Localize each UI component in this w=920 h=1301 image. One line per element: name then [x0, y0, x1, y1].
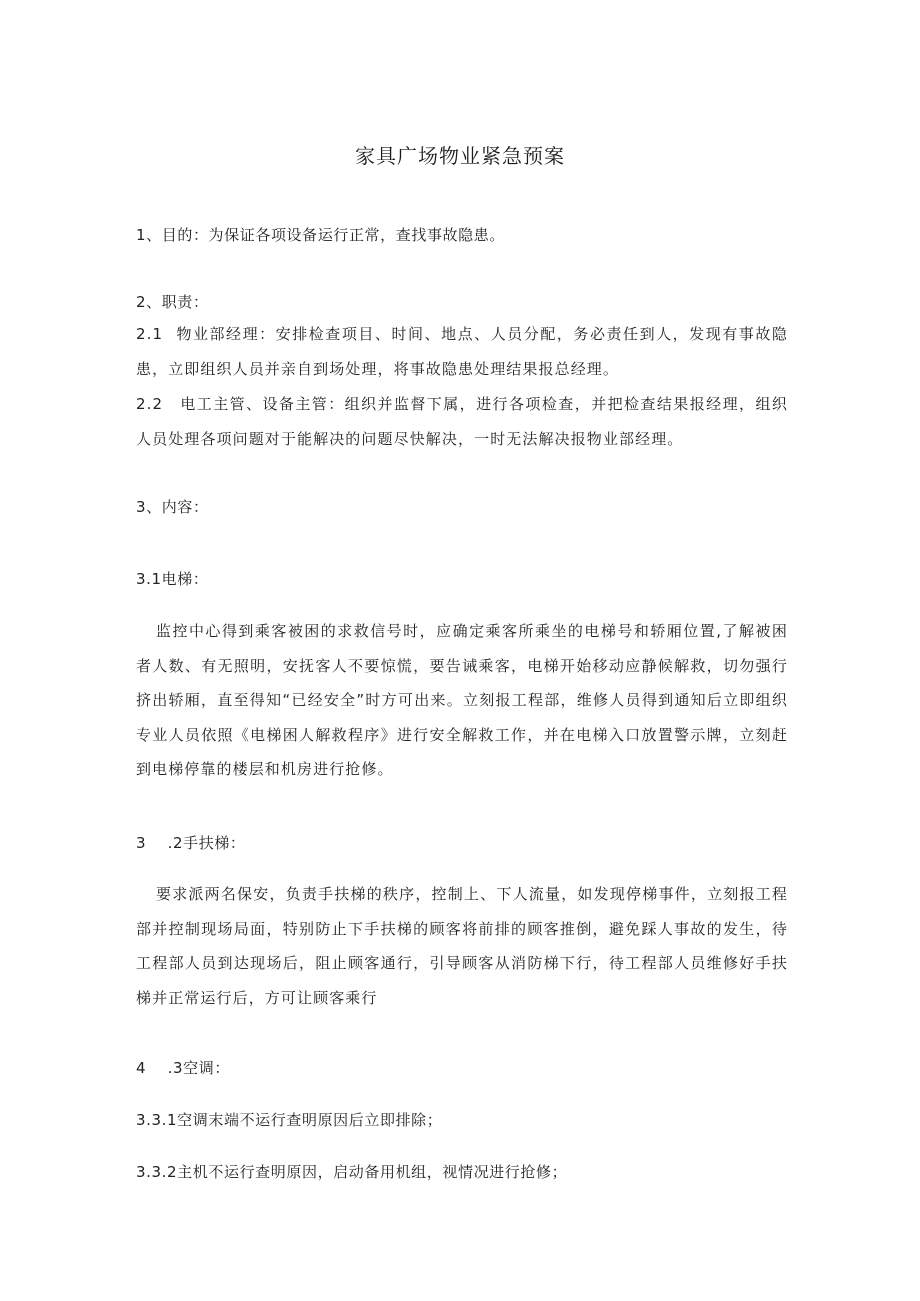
- duty-2-2-number: 2.2: [136, 395, 164, 413]
- ac-heading: 4 .3空调：: [136, 1059, 230, 1077]
- ac-item-3-3-1: 3.3.1空调末端不运行查明原因后立即排除；: [136, 1111, 443, 1129]
- duty-2-1-number: 2.1: [136, 325, 164, 343]
- duty-2-1-text: 物业部经理：安排检查项目、时间、地点、人员分配，务必责任到人，发现有事故隐患，立即组织人员并亲自到场处理，将事故隐患处理结果报总经理。: [136, 325, 788, 378]
- elevator-paragraph: 监控中心得到乘客被困的求救信号时，应确定乘客所乘坐的电梯号和轿厢位置,了解被困者人数、有无照明，安抚客人不要惊慌，要告诫乘客，电梯开始移动应静候解救，切勿强行挤出轿厢，直至得知“已经安全”时方可出来。立刻报工程部，维修人员得到通知后立即组织专业人员依照《电梯困人解救程序》进行安全解救工作，并在电梯入口放置警示牌，立刻赶到电梯停靠的楼层和机房进行抢修。: [136, 622, 788, 778]
- elevator-heading: 3.1电梯：: [136, 570, 209, 588]
- duty-2-2-paragraph: [136, 387, 788, 456]
- content-heading: 3、内容：: [136, 498, 209, 516]
- document-title: 家具广场物业紧急预案: [355, 144, 565, 168]
- escalator-paragraph: 要求派两名保安，负责手扶梯的秩序，控制上、下人流量，如发现停梯事件，立刻报工程部并控制现场局面，特别防止下手扶梯的顾客将前排的顾客推倒，避免踩人事故的发生，待工程部人员到达现场后，阻止顾客通行，引导顾客从消防梯下行，待工程部人员维修好手扶梯并正常运行后，方可让顾客乘行: [136, 885, 788, 1007]
- ac-item-3-3-2: 3.3.2主机不运行查明原因，启动备用机组，视情况进行抢修；: [136, 1163, 568, 1181]
- purpose-line: 1、目的：为保证各项设备运行正常，查找事故隐患。: [136, 226, 505, 244]
- duties-heading: 2、职责：: [136, 293, 209, 311]
- duty-2-1-paragraph: [136, 317, 788, 386]
- escalator-heading: 3 .2手扶梯：: [136, 834, 246, 852]
- duty-2-2-text: 电工主管、设备主管：组织并监督下属，进行各项检查，并把检查结果报经理，组织人员处理各项问题对于能解决的问题尽快解决，一时无法解决报物业部经理。: [136, 395, 788, 448]
